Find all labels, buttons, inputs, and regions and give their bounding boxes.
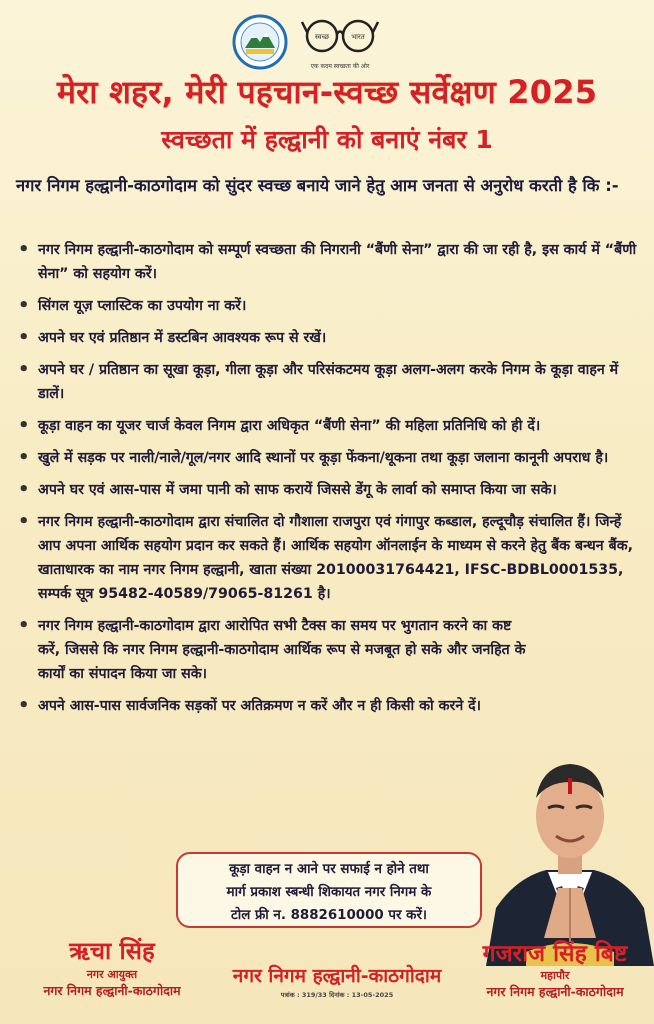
list-item: • कूड़ा वाहन का यूजर चार्ज केवल निगम द्वारा अधिकृत “बैंणी सेना” की महिला प्रतिनिधि को ही दें। [14,414,642,438]
appeal-list [14,238,642,726]
list-item: • अपने घर / प्रतिष्ठान का सूखा कूड़ा, गीला कूड़ा और परिसंकटमय कूड़ा अलग-अलग करके निगम के कूड़ा वाहन में डालें। [14,358,642,406]
commissioner-name: ऋचा सिंह [69,937,155,965]
list-item: • नगर निगम हल्द्वानी-काठगोदाम द्वारा आरोपित सभी टैक्स का समय पर भुगतान करने का कष्ट करें, जिससे कि नगर निगम हल्द्वानी-काठगोदाम आर्थिक रूप से मजबूत हो सके और जनहित के कार्यों का संपादन किया जा सके। [14,614,538,686]
header-logos [0,12,654,70]
swachh-tagline: एक कदम स्वच्छता की ओर [310,63,370,70]
mayor-org: नगर निगम हल्द्वानी-काठगोदाम [486,984,624,999]
swachh-left-text: स्वच्छ [314,33,330,41]
list-item: • खुले में सड़क पर नाली/नाले/गूल/नगर आदि स्थानों पर कूड़ा फेंकना/थूकना तथा कूड़ा जलाना कानूनी अपराध है। [14,446,642,470]
mayor-name: गजराज सिंह बिष्ट [482,941,628,967]
complaint-line-3: टोल फ्री न. 8882610000 पर करें। [230,908,427,923]
mayor-role: महापौर [540,969,570,982]
release-reference: पत्रांक : 319/33 दिनांक : 13-05-2025 [280,991,394,999]
list-item: • अपने घर एवं आस-पास में जमा पानी को साफ करायें जिससे डेंगू के लार्वा को समाप्त किया जा सके। [14,478,642,502]
issuer-org: नगर निगम हल्द्वानी-काठगोदाम [232,965,442,987]
swachh-right-text: भारत [351,33,365,41]
complaint-line-1: कूड़ा वाहन न आने पर सफाई न होने तथा [229,862,429,877]
page-title: मेरा शहर, मेरी पहचान-स्वच्छ सर्वेक्षण 2025 [56,73,598,111]
page-subtitle: स्वच्छता में हल्द्वानी को बनाएं नंबर 1 [161,125,493,154]
list-item: • सिंगल यूज़ प्लास्टिक का उपयोग ना करें। [14,294,642,318]
issuer-footer [202,962,472,999]
list-item: • नगर निगम हल्द्वानी-काठगोदाम द्वारा संचालित दो गौशाला राजपुरा एवं गंगापुर कब्डाल, हल्दूचौड़ संचालित हैं। जिन्हें आप अपना आर्थिक सहयोग प्रदान कर सकते हैं। आर्थिक सहयोग ऑनलाईन के माध्यम से करने हेतु बैंक बन्धन बैंक, खाताधारक का नाम नगर निगम हल्द्वानी, खाता संख्या 20100031764421, IFSC-BDBL0001535, सम्पर्क सूत्र 95482-40589/79065-81261 है। [14,510,642,606]
list-item: • अपने आस-पास सार्वजनिक सड़कों पर अतिक्रमण न करें और न ही किसी को करने दें। [14,694,538,718]
mayor-photo [486,738,654,966]
list-item: • नगर निगम हल्द्वानी-काठगोदाम को सम्पूर्ण स्वच्छता की निगरानी “बैंणी सेना” द्वारा की जा रही है, इस कार्य में “बैंणी सेना” को सहयोग करें। [14,238,642,286]
commissioner-role: नगर आयुक्त [86,968,138,981]
commissioner-signature-block [14,934,210,999]
municipal-emblem-icon [232,14,288,70]
list-item: • अपने घर एवं प्रतिष्ठान में डस्टबिन आवश्यक रूप से रखें। [14,326,642,350]
intro-text: नगर निगम हल्द्वानी-काठगोदाम को सुंदर स्वच्छ बनाये जाने हेतु आम जनता से अनुरोध करती है कि :- [16,176,619,195]
complaint-helpline-box [176,852,482,928]
mayor-signature-block [456,936,654,1000]
complaint-line-2: मार्ग प्रकाश स्बन्धी शिकायत नगर निगम के [226,885,432,900]
commissioner-org: नगर निगम हल्द्वानी-काठगोदाम [43,983,181,998]
